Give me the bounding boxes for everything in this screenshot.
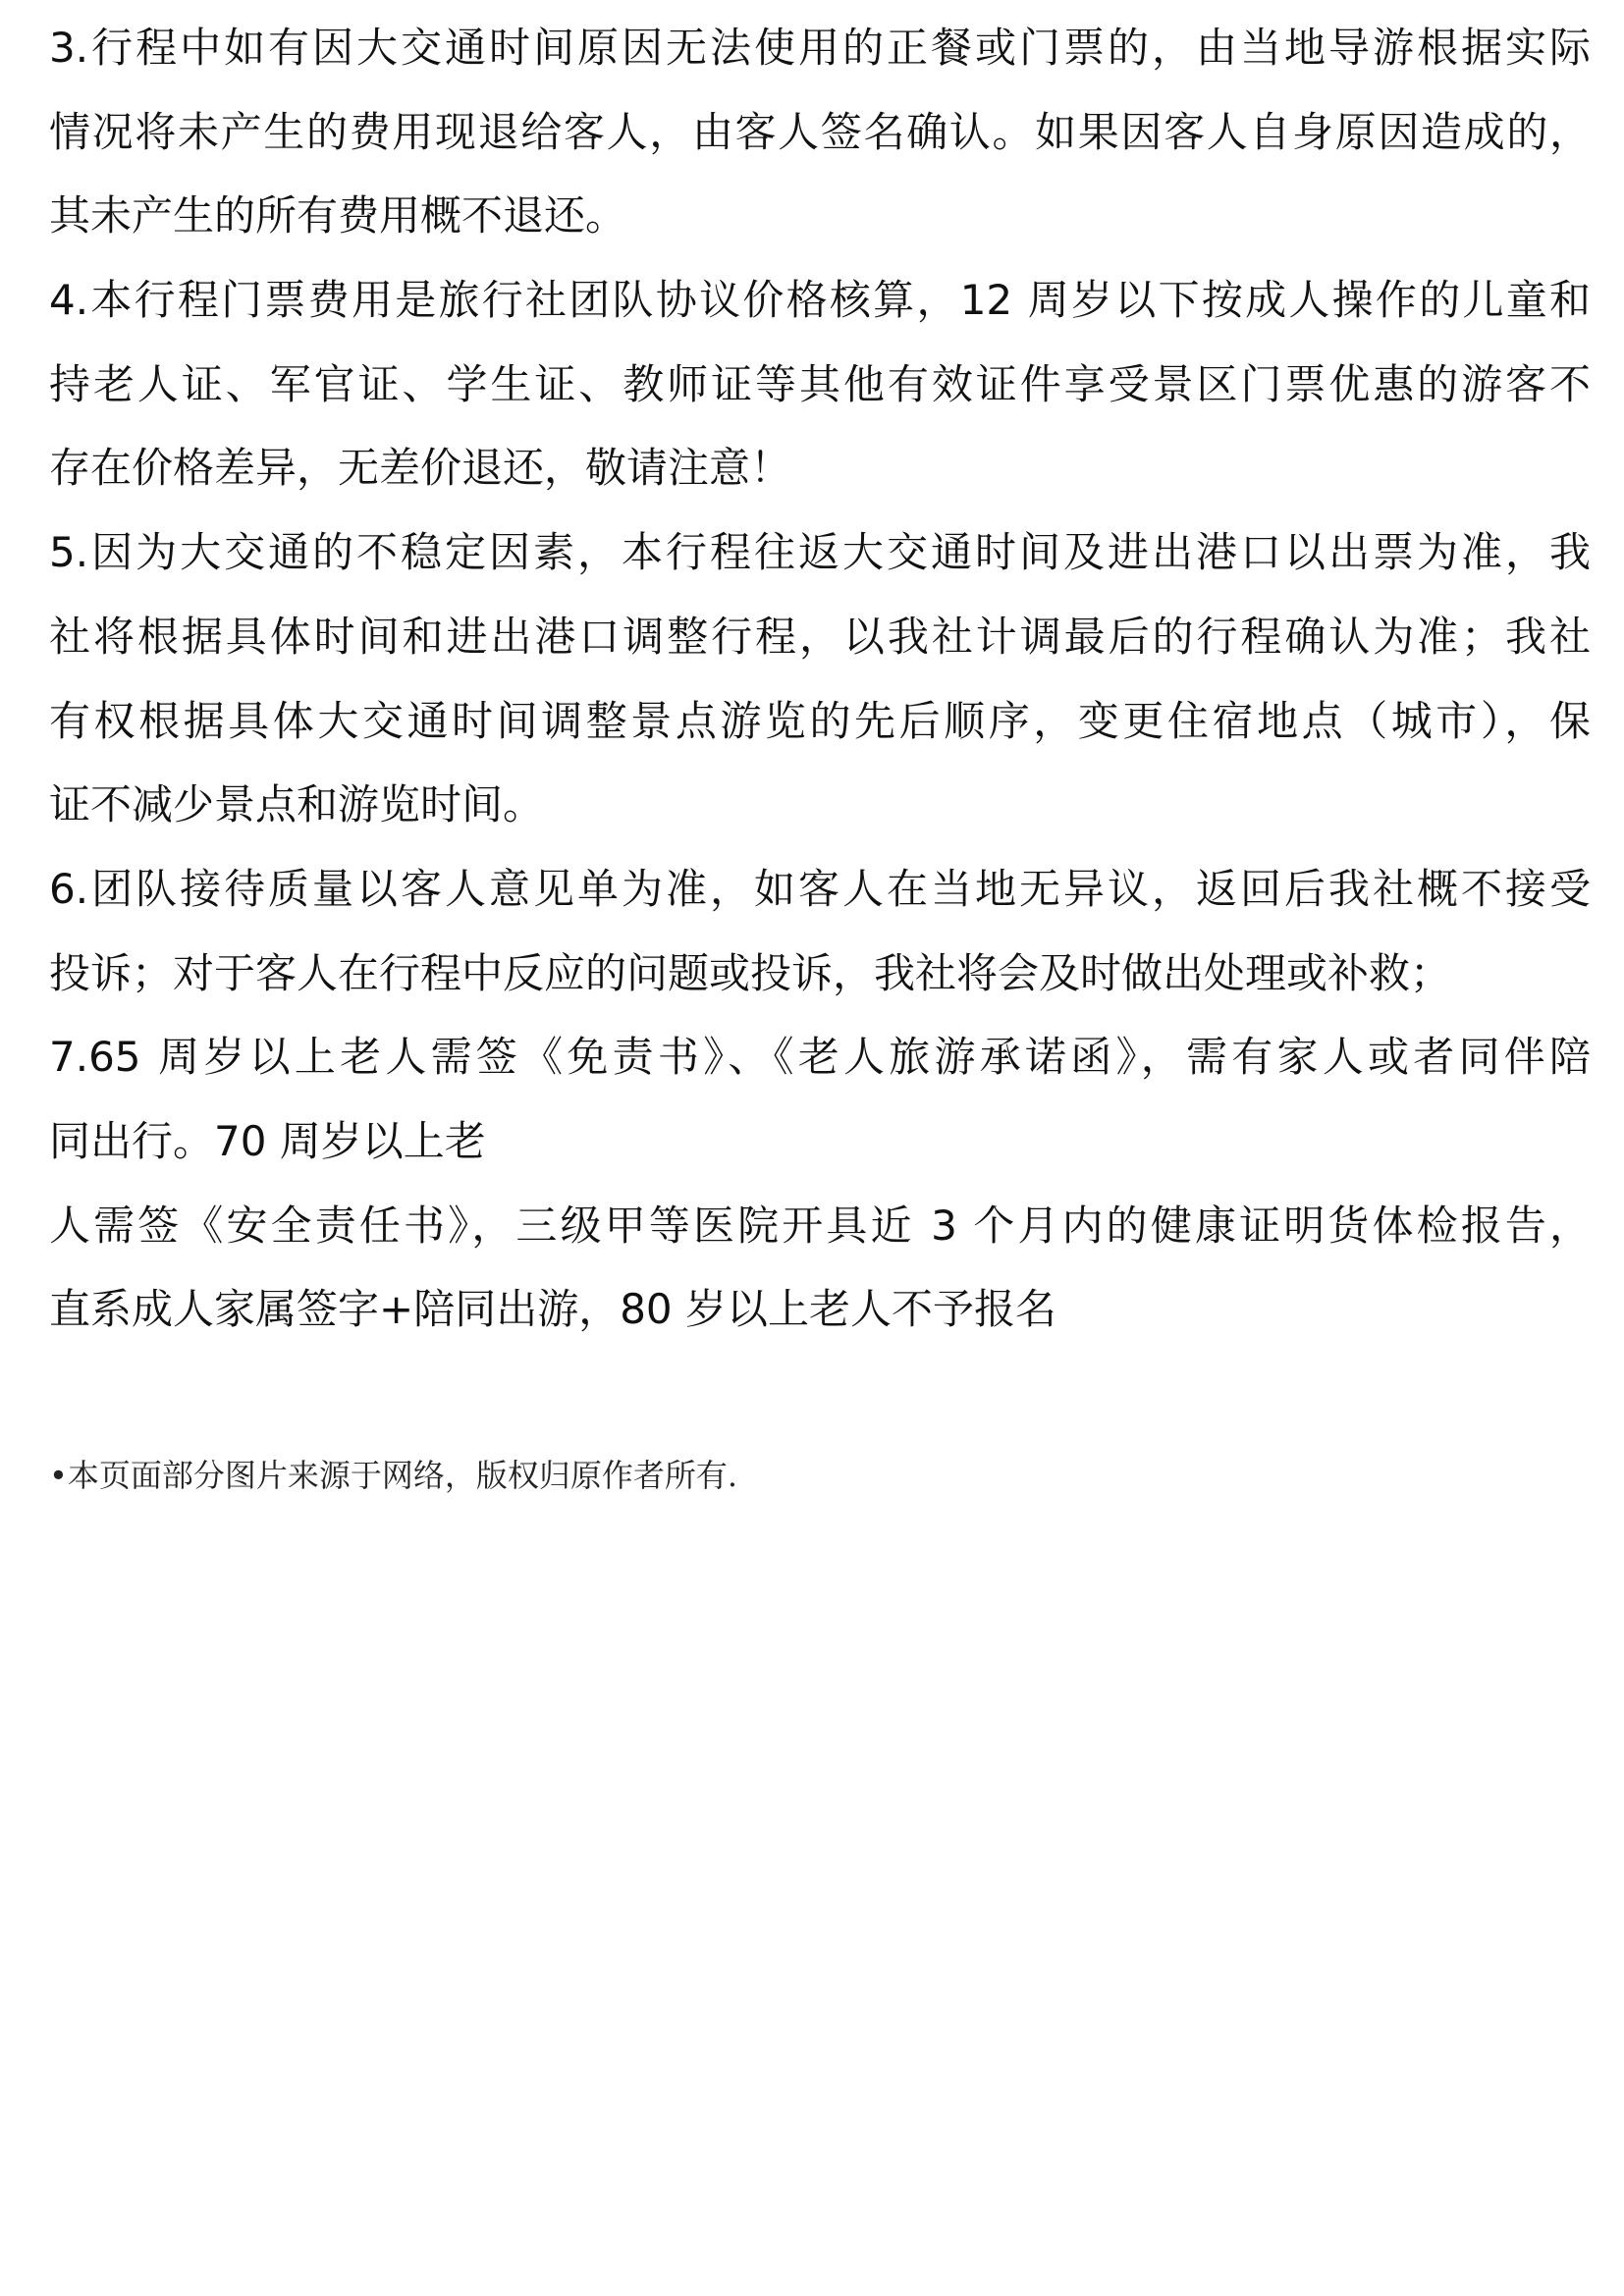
notice-line: 直系成人家属签字+陪同出游，80 岁以上老人不予报名 <box>49 1285 1056 1334</box>
notice-text-block <box>49 6 1591 1352</box>
notice-line: 5.因为大交通的不稳定因素，本行程往返大交通时间及进出港口以出票为准，我 <box>49 528 1591 577</box>
notice-line: 社将根据具体时间和进出港口调整行程，以我社计调最后的行程确认为准；我社 <box>49 612 1591 661</box>
notice-line: 有权根据具体大交通时间调整景点游览的先后顺序，变更住宿地点（城市），保 <box>49 696 1591 745</box>
notice-line: 人需签《安全责任书》，三级甲等医院开具近 3 个月内的健康证明货体检报告， <box>49 1201 1591 1250</box>
notice-line: 证不减少景点和游览时间。 <box>49 780 545 829</box>
notice-line: 其未产生的所有费用概不退还。 <box>49 191 627 240</box>
notice-line: 存在价格差异，无差价退还，敬请注意！ <box>49 444 792 493</box>
notice-line: 7.65 周岁以上老人需签《免责书》、《老人旅游承诺函》，需有家人或者同伴陪 <box>49 1033 1591 1082</box>
notice-line: 同出行。70 周岁以上老 <box>49 1116 486 1165</box>
notice-line: 情况将未产生的费用现退给客人，由客人签名确认。如果因客人自身原因造成的， <box>49 107 1591 156</box>
notice-line: 6.团队接待质量以客人意见单为准，如客人在当地无异议，返回后我社概不接受 <box>49 864 1591 913</box>
copyright-footnote: •本页面部分图片来源于网络，版权归原作者所有. <box>49 1457 738 1494</box>
notice-line: 4.本行程门票费用是旅行社团队协议价格核算，12 周岁以下按成人操作的儿童和 <box>49 276 1591 325</box>
notice-line: 3.行程中如有因大交通时间原因无法使用的正餐或门票的，由当地导游根据实际 <box>49 24 1591 72</box>
notice-line: 投诉；对于客人在行程中反应的问题或投诉，我社将会及时做出处理或补救； <box>49 948 1452 997</box>
notice-line: 持老人证、军官证、学生证、教师证等其他有效证件享受景区门票优惠的游客不 <box>49 359 1591 408</box>
